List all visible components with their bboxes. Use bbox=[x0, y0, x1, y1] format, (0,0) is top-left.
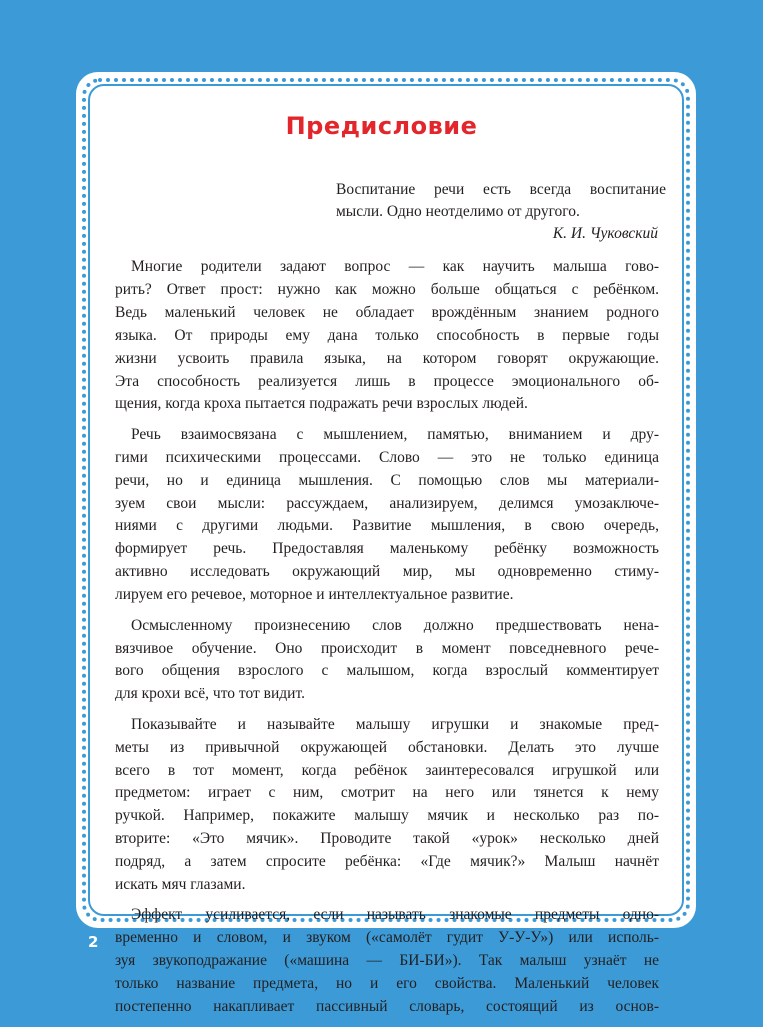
epigraph-line: мысли. Одно неотделимо от другого. bbox=[336, 203, 580, 220]
paragraph-line: вязчивое обучение. Оно происходит в момент повседневного рече- bbox=[115, 639, 659, 657]
paragraph-line: всего в тот момент, когда ребёнок заинтересовался игрушкой или bbox=[115, 761, 659, 779]
epigraph bbox=[336, 179, 666, 245]
paragraph bbox=[115, 714, 659, 897]
page-title: Предисловие bbox=[285, 112, 478, 140]
paragraph bbox=[115, 615, 659, 707]
paragraph-line: вого общения взрослого с малышом, когда взрослый комментирует bbox=[115, 662, 659, 680]
paragraph-line: предметом: играет с ним, смотрит на него или тянется к нему bbox=[115, 784, 659, 802]
paragraph-line: Ведь маленький человек не обладает врождённым знанием родного bbox=[115, 303, 659, 321]
paragraph bbox=[115, 256, 659, 416]
paragraph-line: Эта способность реализуется лишь в процессе эмоционального об- bbox=[115, 372, 659, 390]
epigraph-author: К. И. Чуковский bbox=[552, 225, 658, 242]
paragraph-line: постепенно накапливает пассивный словарь, состоящий из основ- bbox=[115, 998, 659, 1016]
paragraph-line: щения, когда кроха пытается подражать речи взрослых людей. bbox=[115, 395, 528, 413]
paragraph-line: активно исследовать окружающий мир, мы одновременно стиму- bbox=[115, 563, 659, 581]
paragraph-line: жизни усвоить правила языка, на котором говорят окружающие. bbox=[115, 349, 659, 367]
paragraph-line: только название предмета, но и его свойства. Маленький человек bbox=[115, 975, 659, 993]
paragraph-line: гими психическими процессами. Слово — это не только единица bbox=[115, 448, 659, 466]
paragraph-line: Осмысленному произнесению слов должно предшествовать нена- bbox=[131, 616, 659, 634]
paragraph-line: речи, но и единица мышления. С помощью слов мы материали- bbox=[115, 471, 659, 489]
paragraph bbox=[115, 424, 659, 607]
paragraph-line: языка. От природы ему дана только способность в первые годы bbox=[115, 326, 659, 344]
paragraph-line: Эффект усиливается, если называть знакомые предметы одно- bbox=[131, 906, 659, 924]
paragraph-line: Речь взаимосвязана с мышлением, памятью, вниманием и дру- bbox=[131, 425, 659, 443]
paragraph-line: ниями с другими людьми. Развитие мышления, в свою очередь, bbox=[115, 517, 659, 535]
epigraph-line: Воспитание речи есть всегда воспитание bbox=[336, 181, 666, 198]
paragraph-line: искать мяч глазами. bbox=[115, 876, 246, 894]
paragraph-line: лируем его речевое, моторное и интеллектуальное развитие. bbox=[115, 586, 514, 604]
paragraph-line: формирует речь. Предоставляя маленькому ребёнку возможность bbox=[115, 540, 659, 558]
page-number: 2 bbox=[88, 933, 99, 951]
body-text bbox=[115, 256, 659, 1027]
paragraph-line: для крохи всё, что тот видит. bbox=[115, 685, 305, 703]
paragraph-line: временно и словом, и звуком («самолёт гудит У-У-У») или исполь- bbox=[115, 929, 659, 947]
paragraph-line: Показывайте и называйте малышу игрушки и знакомые пред- bbox=[131, 715, 659, 733]
paragraph-line: зуем свои мысли: рассуждаем, анализируем, делимся умозаключе- bbox=[115, 494, 659, 512]
paragraph-line: рить? Ответ прост: нужно как можно больше общаться с ребёнком. bbox=[115, 280, 659, 298]
paragraph bbox=[115, 904, 659, 1019]
paragraph-line: меты из привычной окружающей обстановки. Делать это лучше bbox=[115, 738, 659, 756]
paragraph-line: ручкой. Например, покажите малышу мячик и несколько раз по- bbox=[115, 807, 659, 825]
paragraph-line: Многие родители задают вопрос — как научить малыша гово- bbox=[131, 258, 659, 275]
paragraph-line: подряд, а затем спросите ребёнка: «Где мячик?» Малыш начнёт bbox=[115, 853, 659, 871]
paragraph-line: вторите: «Это мячик». Проводите такой «урок» несколько дней bbox=[115, 830, 659, 848]
paragraph-line: зуя звукоподражание («машина — БИ-БИ»). Так малыш узнаёт не bbox=[115, 952, 659, 970]
